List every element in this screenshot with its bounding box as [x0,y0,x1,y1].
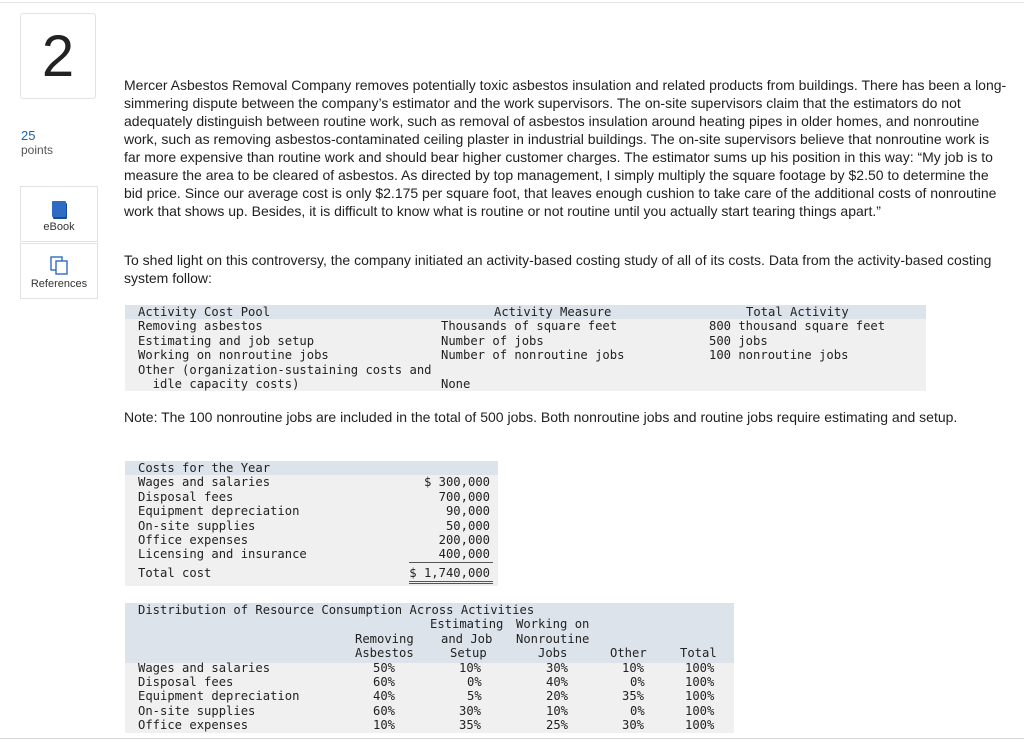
subtotal-rule [409,562,493,563]
dist-cell: 100% [685,703,715,718]
dist-row-label: Equipment depreciation [138,689,300,704]
cost-value: 700,000 [438,489,490,504]
dist-cell: 10% [373,718,396,733]
header-total-activity: Total Activity [746,305,849,319]
header-working-line2: Nonroutine [516,631,590,646]
activity-measure-cell: Number of jobs [441,333,544,348]
cost-value: 200,000 [438,533,490,547]
activity-measure-cell: None [441,377,471,391]
costs-table-title: Costs for the Year [138,461,271,475]
dist-cell: 10% [622,660,645,675]
references-label: References [30,278,88,290]
header-estimating-line1: Estimating [430,617,504,632]
activity-total-cell: 100 nonroutine jobs [709,348,849,363]
header-working-line3: Jobs [538,646,568,661]
total-double-rule-top [409,581,493,582]
cost-label: Equipment depreciation [138,504,300,519]
dist-cell: 5% [467,689,482,704]
intro-paragraph: Mercer Asbestos Removal Company removes potentially toxic asbestos insulation and related products from buildings. There has been a long-simmering dispute between the company’s estimator and the work supervisors. The on-site supervisors claim that the estimators do not adequately distinguish between routine work, such as removal of asbestos insulation around heating pipes in older homes, and nonroutine work, such as removing asbestos-contaminated ceiling plaster in industrial buildings. The on-site supervisors believe that nonroutine work is far more expensive than routine work and should bear higher customer charges. The estimator sums up his position in this way: “My job is to measure the area to be cleared of asbestos. As directed by top management, I simply multiply the square footage by $2.50 to determine the bid price. Since our average cost is only $2.175 per square foot, that leaves enough cushion to take care of the additional costs of nonroutine work that shows up. Besides, it is difficult to know what is routine or not routine until you actually start tearing things apart.” [124,77,1007,219]
header-estimating-line3: Setup [450,646,487,661]
activity-table [125,305,926,391]
header-activity-cost-pool: Activity Cost Pool [138,305,271,319]
points-indicator [21,128,53,158]
header-total: Total [680,646,717,661]
dist-cell: 60% [373,675,396,689]
total-double-rule-bottom [409,583,493,584]
cost-label: On-site supplies [138,518,256,533]
distribution-table-title: Distribution of Resource Consumption Across Activities [138,603,535,617]
dist-row-label: Office expenses [138,718,249,733]
cost-label: Office expenses [138,533,249,547]
dist-cell: 10% [459,660,482,675]
dist-row-label: On-site supplies [138,703,256,718]
dist-cell: 30% [622,718,645,733]
cost-label: Disposal fees [138,489,234,504]
dist-cell: 10% [546,703,569,718]
top-divider [0,2,1024,3]
header-working-line1: Working on [516,617,590,632]
cost-value: $ 300,000 [423,475,490,490]
total-cost-label: Total cost [138,566,212,580]
cost-value: 400,000 [438,547,490,562]
header-other: Other [610,646,647,661]
activity-pool-cell: Working on nonroutine jobs [138,348,329,363]
costs-table [125,461,498,586]
cost-label: Licensing and insurance [138,547,307,562]
points-label: points [21,143,54,157]
references-button[interactable] [20,243,98,299]
header-activity-measure: Activity Measure [494,305,612,319]
dist-cell: 0% [467,675,482,689]
dist-cell: 30% [459,703,482,718]
total-cost-value: $ 1,740,000 [409,566,490,580]
activity-measure-cell: Thousands of square feet [441,319,618,334]
activity-pool-cell: Removing asbestos [138,319,263,334]
distribution-table [125,603,734,733]
cost-value: 90,000 [445,504,490,519]
dist-cell: 100% [685,718,715,733]
dist-cell: 35% [459,718,482,733]
dist-cell: 35% [622,689,645,704]
cost-label: Wages and salaries [138,475,271,490]
cost-value: 50,000 [445,518,490,533]
points-value: 25 [21,128,36,143]
dist-cell: 40% [546,675,569,689]
ebook-label: eBook [43,221,75,233]
header-removing-line1: Removing [355,631,414,646]
dist-cell: 50% [373,660,396,675]
activity-measure-cell: Number of nonroutine jobs [441,348,625,363]
dist-row-label: Disposal fees [138,675,234,689]
book-icon [52,201,66,217]
dist-cell: 40% [373,689,396,704]
dist-row-label: Wages and salaries [138,660,271,675]
dist-cell: 20% [546,689,569,704]
activity-pool-cell: Other (organization-sustaining costs and [138,362,432,377]
bottom-divider [0,738,1024,739]
activity-total-cell: 500 jobs [709,333,768,348]
activity-total-cell: 800 thousand square feet [709,319,886,334]
activity-pool-cell: idle capacity costs) [138,377,300,391]
dist-cell: 100% [685,689,715,704]
shed-light-paragraph: To shed light on this controversy, the company initiated an activity-based costing study of all of its costs. Data from the activity-based costing system follow: [124,252,992,286]
header-removing-line2: Asbestos [355,646,414,661]
activity-pool-cell: Estimating and job setup [138,333,315,348]
dist-cell: 60% [373,703,396,718]
note-paragraph: Note: The 100 nonroutine jobs are included in the total of 500 jobs. Both nonroutine jobs and routine jobs require estimating and setup. [124,409,958,425]
question-number: 2 [20,13,96,99]
ebook-button[interactable] [20,186,98,242]
dist-cell: 25% [546,718,569,733]
dist-cell: 0% [630,675,645,689]
dist-cell: 30% [546,660,569,675]
dist-cell: 0% [630,703,645,718]
references-icon [50,256,69,276]
dist-cell: 100% [685,675,715,689]
dist-cell: 100% [685,660,715,675]
header-estimating-line2: and Job [441,631,493,646]
